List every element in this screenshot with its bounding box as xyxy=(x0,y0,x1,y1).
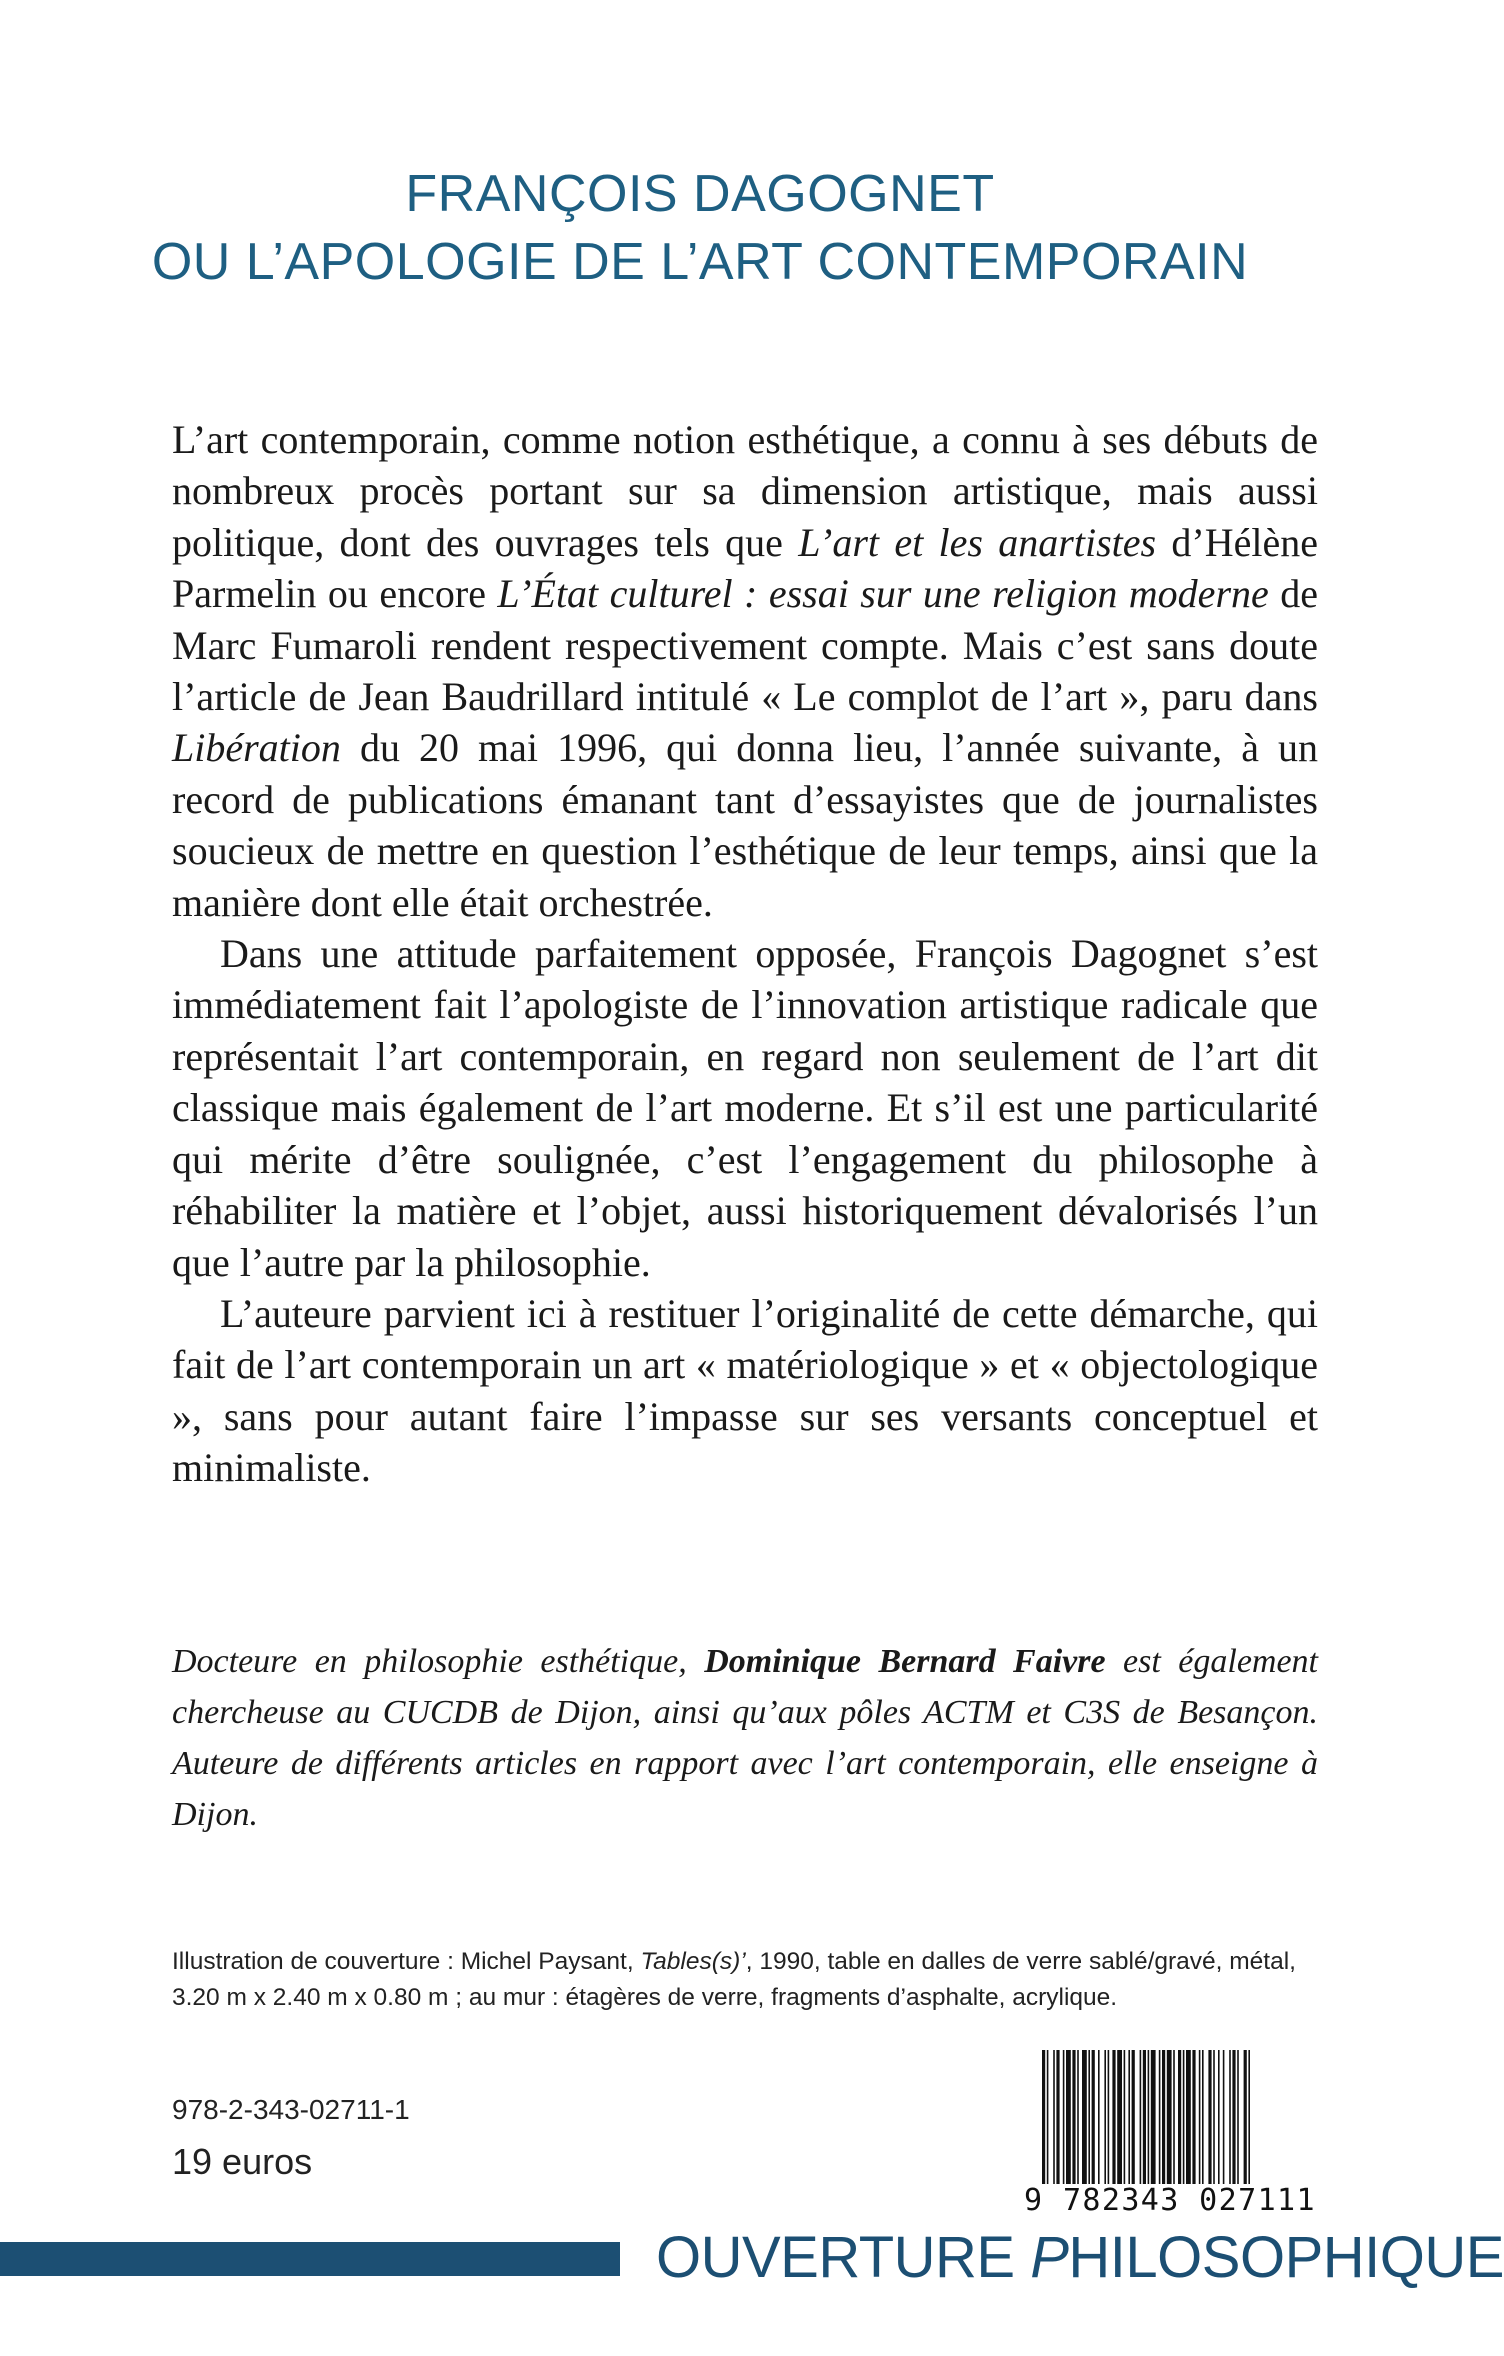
author-bio: Docteure en philosophie esthétique, Dominique Bernard Faivre est également chercheuse au CUCDB de Dijon, ainsi qu’aux pôles ACTM et C3S de Besançon. Auteure de différents articles en rapport avec l’art contemporain, elle enseigne à Dijon. xyxy=(172,1643,1318,1833)
barcode-bar xyxy=(1112,2050,1115,2190)
barcode-bar xyxy=(1117,2050,1122,2190)
barcode-bar xyxy=(1186,2050,1191,2190)
barcode-bar xyxy=(1178,2050,1181,2190)
blurb xyxy=(172,414,1318,1494)
title-line-1: FRANÇOIS DAGOGNET xyxy=(405,165,995,223)
barcode-bar xyxy=(1218,2050,1220,2190)
barcode-bar xyxy=(1063,2050,1065,2190)
barcode-bar xyxy=(1072,2050,1075,2190)
barcode-bar xyxy=(1173,2050,1175,2190)
title-line-2: OU L’APOLOGIE DE L’ART CONTEMPORAIN xyxy=(151,233,1249,291)
barcode-bar xyxy=(1159,2050,1161,2190)
work-title: L’art et les anartistes xyxy=(798,519,1157,565)
blurb-paragraph-3: L’auteure parvient ici à restituer l’originalité de cette démarche, qui fait de l’art contemporain un art « matériologique » et « objectologique », sans pour autant faire l’impasse sur ses versants conceptuel et minimaliste. xyxy=(172,1290,1318,1491)
barcode-bar xyxy=(1104,2050,1106,2190)
barcode-bar xyxy=(1162,2050,1165,2190)
collection-name: OUVERTURE PHILOSOPHIQUE xyxy=(656,2225,1504,2290)
barcode-bar xyxy=(1108,2050,1110,2190)
collection-band xyxy=(0,2242,620,2276)
book-title xyxy=(0,160,1400,296)
barcode-bar xyxy=(1082,2050,1087,2190)
barcode-bar xyxy=(1192,2050,1195,2190)
barcode-bars xyxy=(1022,2050,1318,2190)
barcode-bar xyxy=(1202,2050,1204,2190)
barcode-bar xyxy=(1077,2050,1079,2190)
barcode-digits: 9 782343 027111 xyxy=(1022,2184,1318,2218)
barcode-bar xyxy=(1148,2050,1150,2190)
barcode-bar xyxy=(1199,2050,1201,2190)
barcode-bar xyxy=(1053,2050,1055,2190)
barcode-bar xyxy=(1132,2050,1135,2190)
barcode-bar xyxy=(1092,2050,1095,2190)
barcode-bar xyxy=(1140,2050,1142,2190)
barcode-bar xyxy=(1047,2050,1049,2190)
cover-credit: Illustration de couverture : Michel Paysant, Tables(s)’, 1990, table en dalles de verre sablé/gravé, métal, 3.20 m x 2.40 m x 0.80 m ; au mur : étagères de verre, fragments d’asphalte, acrylique. xyxy=(172,1948,1296,2011)
price: 19 euros xyxy=(172,2141,313,2182)
barcode-bar xyxy=(1208,2050,1211,2190)
barcode-bar xyxy=(1124,2050,1126,2190)
barcode-bar xyxy=(1229,2050,1231,2190)
barcode-bar xyxy=(1128,2050,1130,2190)
artwork-title: Tables(s)’ xyxy=(640,1948,746,1975)
barcode-bar xyxy=(1042,2050,1045,2190)
barcode-bar xyxy=(1151,2050,1156,2190)
work-title: Libération xyxy=(172,725,341,771)
barcode-bar xyxy=(1183,2050,1185,2190)
barcode-bar xyxy=(1143,2050,1146,2190)
barcode-bar xyxy=(1056,2050,1059,2190)
barcode-bar xyxy=(1088,2050,1090,2190)
blurb-paragraph-2: Dans une attitude parfaitement opposée, François Dagognet s’est immédiatement fait l’apologiste de l’innovation artistique radicale que représentait l’art contemporain, en regard non seulement de l’art dit classique mais également de l’art moderne. Et s’il est une particularité qui mérite d’être soulignée, c’est l’engagement du philosophe à réhabiliter la matière et l’objet, aussi historiquement dévalorisés l’un que l’autre par la philosophie. xyxy=(172,931,1318,1285)
barcode-bar xyxy=(1223,2050,1225,2190)
barcode-bar xyxy=(1237,2050,1239,2190)
author-name: Dominique Bernard Faivre xyxy=(704,1643,1106,1680)
work-title: L’État culturel : essai sur une religion moderne xyxy=(497,571,1269,617)
isbn: 978-2-343-02711-1 xyxy=(172,2094,410,2125)
barcode-bar xyxy=(1244,2050,1247,2190)
barcode-bar xyxy=(1167,2050,1172,2190)
barcode-bar xyxy=(1066,2050,1071,2190)
barcode xyxy=(1022,2050,1318,2220)
barcode-bar xyxy=(1248,2050,1250,2190)
barcode-bar xyxy=(1232,2050,1235,2190)
barcode-bar xyxy=(1098,2050,1100,2190)
barcode-bar xyxy=(1213,2050,1215,2190)
blurb-paragraph-1: L’art contemporain, comme notion esthétique, a connu à ses débuts de nombreux procès portant sur sa dimension artistique, mais aussi politique, dont des ouvrages tels que L’art et les anartistes d’Hélène Parmelin ou encore L’État culturel : essai sur une religion moderne de Marc Fumaroli rendent respectivement compte. Mais c’est sans doute l’article de Jean Baudrillard intitulé « Le complot de l’art », paru dans Libération du 20 mai 1996, qui donna lieu, l’année suivante, à un record de publications émanant tant d’essayistes que de journalistes soucieux de mettre en question l’esthétique de leur temps, ainsi que la manière dont elle était orchestrée. xyxy=(172,417,1318,925)
